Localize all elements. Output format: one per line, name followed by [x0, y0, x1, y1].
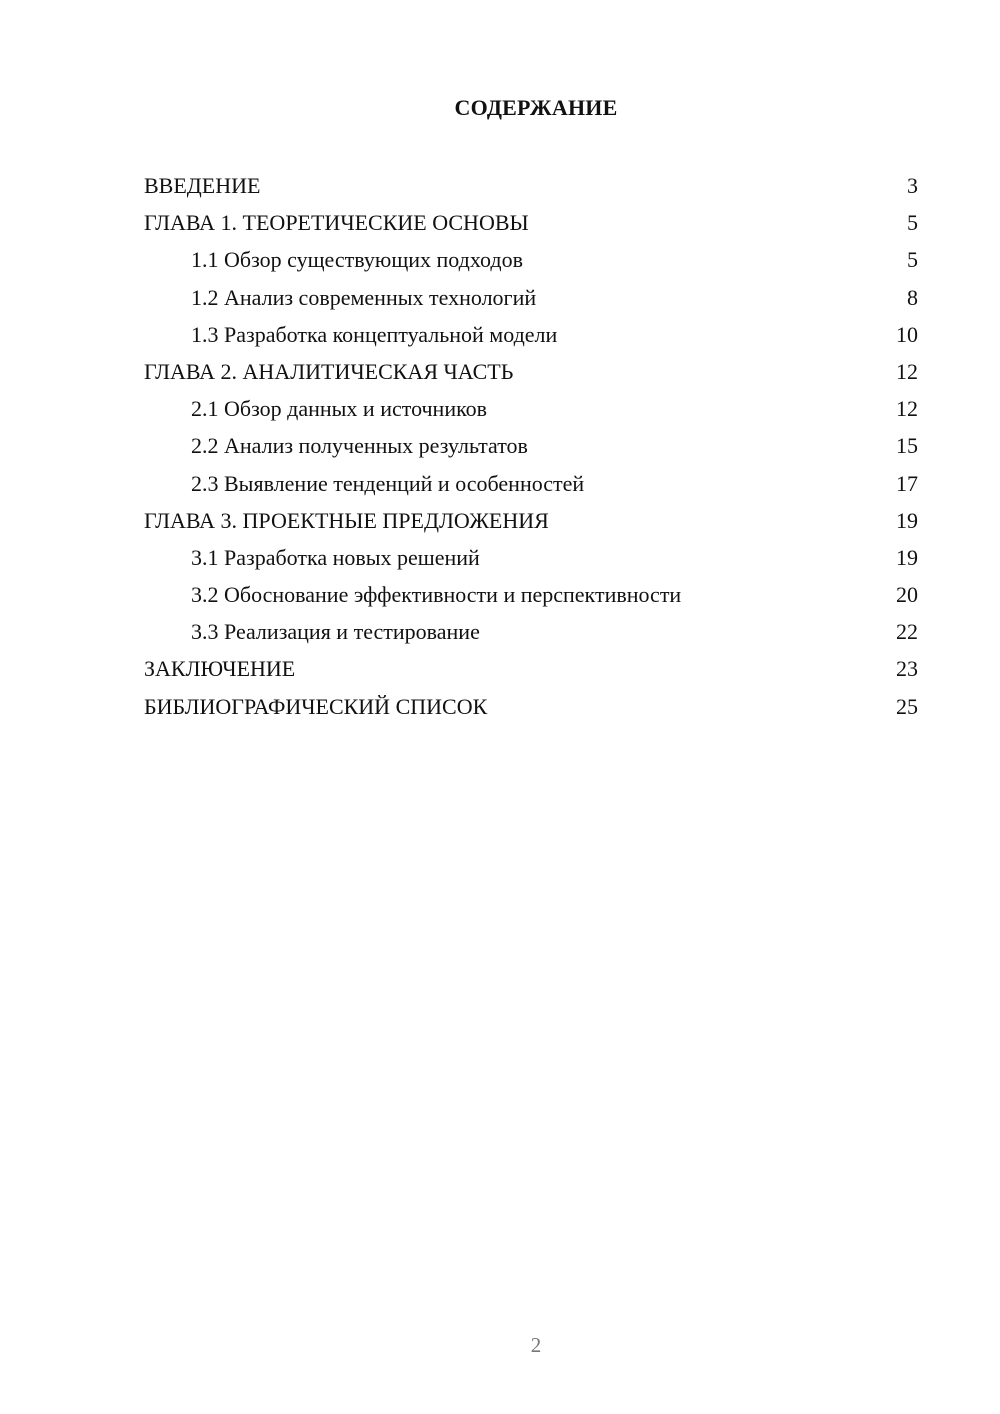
toc-entry — [144, 688, 918, 725]
toc-entry-label: ГЛАВА 3. ПРОЕКТНЫЕ ПРЕДЛОЖЕНИЯ — [144, 507, 549, 533]
toc-subentry — [144, 390, 918, 427]
toc-entry-label: 1.1 Обзор существующих подходов — [191, 247, 523, 273]
toc-entry-label: 3.3 Реализация и тестирование — [191, 619, 480, 645]
toc-entry — [144, 650, 918, 687]
toc-entry-page: 10 — [896, 321, 918, 347]
toc-subentry — [144, 613, 918, 650]
toc-entry-page: 15 — [896, 433, 918, 459]
toc-entry-label: 1.2 Анализ современных технологий — [191, 284, 537, 310]
toc-subentry — [144, 465, 918, 502]
toc-entry — [144, 167, 918, 204]
toc-subentry — [144, 241, 918, 278]
toc-entry-page: 3 — [907, 173, 918, 198]
toc-entry — [144, 353, 918, 390]
toc-entry-label: 1.3 Разработка концептуальной модели — [191, 321, 558, 347]
toc-subentry — [144, 316, 918, 353]
toc-entry-page: 19 — [896, 544, 918, 570]
toc-entry-label: 3.1 Разработка новых решений — [191, 544, 480, 570]
toc-entry-label: 2.2 Анализ полученных результатов — [191, 433, 528, 459]
toc-entry-label: 2.3 Выявление тенденций и особенностей — [191, 470, 585, 496]
table-of-contents — [144, 167, 918, 725]
toc-entry-label: ГЛАВА 1. ТЕОРЕТИЧЕСКИЕ ОСНОВЫ — [144, 210, 529, 236]
toc-entry-page: 8 — [907, 284, 918, 310]
toc-entry-page: 5 — [907, 210, 918, 236]
toc-entry-page: 23 — [896, 656, 918, 682]
toc-entry-page: 12 — [896, 396, 918, 422]
toc-entry-page: 12 — [896, 358, 918, 384]
page-number: 2 — [530, 1333, 542, 1357]
toc-subentry — [144, 539, 918, 576]
toc-entry-page: 17 — [896, 470, 918, 496]
toc-subentry — [144, 279, 918, 316]
toc-entry-page: 22 — [896, 619, 918, 645]
toc-entry — [144, 204, 918, 241]
toc-entry-page: 20 — [896, 582, 918, 608]
toc-entry-label: 2.1 Обзор данных и источников — [191, 396, 488, 422]
toc-title: СОДЕРЖАНИЕ — [454, 95, 618, 120]
toc-entry — [144, 502, 918, 539]
toc-entry-page: 25 — [896, 693, 918, 719]
toc-entry-label: ВВЕДЕНИЕ — [144, 173, 261, 198]
toc-entry-label: БИБЛИОГРАФИЧЕСКИЙ СПИСОК — [144, 693, 488, 719]
toc-entry-page: 19 — [896, 507, 918, 533]
toc-entry-page: 5 — [907, 247, 918, 273]
toc-subentry — [144, 576, 918, 613]
toc-subentry — [144, 427, 918, 464]
toc-entry-label: 3.2 Обоснование эффективности и перспективности — [191, 582, 682, 608]
toc-entry-label: ЗАКЛЮЧЕНИЕ — [144, 656, 296, 682]
toc-entry-label: ГЛАВА 2. АНАЛИТИЧЕСКАЯ ЧАСТЬ — [144, 358, 514, 384]
